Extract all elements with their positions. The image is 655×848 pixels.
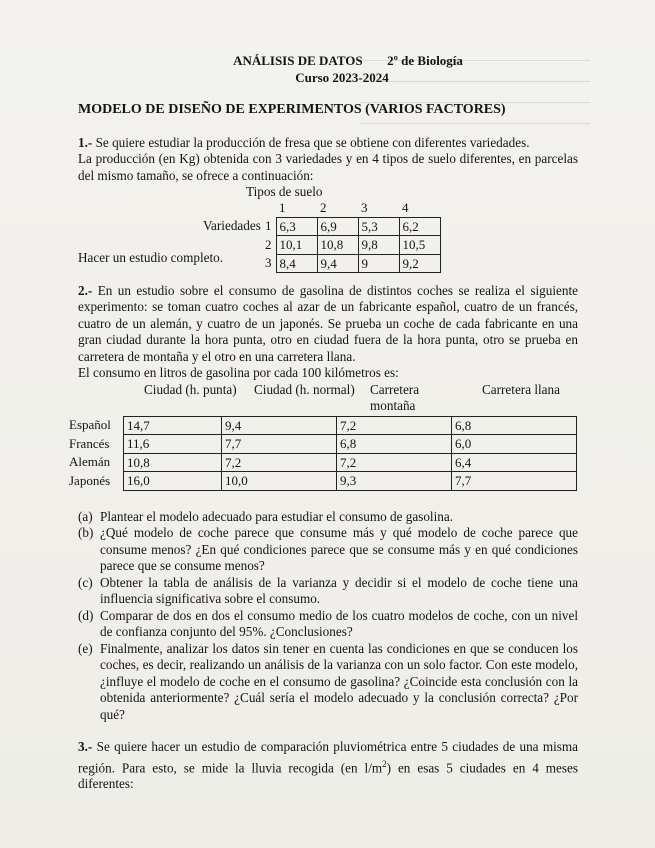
problem-3 bbox=[78, 739, 578, 793]
document-header bbox=[78, 52, 578, 86]
table-cell: 10,0 bbox=[222, 472, 337, 491]
table-cell: 6,2 bbox=[399, 217, 440, 236]
problem-2-statement bbox=[78, 283, 578, 366]
subject-title: ANÁLISIS DE DATOS bbox=[233, 53, 363, 68]
table-row bbox=[68, 453, 577, 472]
problem-2-text-1: En un estudio sobre el consumo de gasolina de distintos coches se realiza el siguiente experimento: se toman cuatro coches al azar de un fabricante español, cuatro de un francés, cuatro de un alemán, y cuatro de un japonés. Se prueba un coche de cada fabricante en una gran ciudad durante la hora punta, otro en ciudad fuera de la hora punta, otro se prueba en carretera de montaña y el otro en una carretera llana. bbox=[78, 282, 578, 364]
table-cell: 10,1 bbox=[276, 236, 317, 255]
table-row bbox=[264, 217, 440, 236]
problem-3-text-b: ) en esas 5 ciudades en 4 meses diferentes: bbox=[78, 759, 578, 792]
column-label: 4 bbox=[402, 200, 409, 215]
table-cell: 10,5 bbox=[399, 236, 440, 255]
table-cell: 9,4 bbox=[222, 416, 337, 435]
table-cell: 6,8 bbox=[337, 435, 452, 454]
problem-2-number: 2.- bbox=[78, 282, 93, 298]
table-cell: 6,0 bbox=[452, 435, 577, 454]
list-item bbox=[78, 608, 578, 641]
table-cell: 5,3 bbox=[358, 217, 399, 236]
fuel-consumption-table bbox=[68, 416, 577, 491]
document-body bbox=[69, 52, 579, 793]
table-cell: 8,4 bbox=[276, 254, 317, 273]
table-cell: 7,7 bbox=[222, 435, 337, 454]
problem-1-number: 1.- bbox=[78, 134, 93, 150]
table-row bbox=[68, 472, 577, 491]
row-label: Alemán bbox=[69, 454, 111, 469]
table-cell: 6,8 bbox=[452, 416, 577, 435]
column-label: 3 bbox=[361, 200, 368, 215]
column-label: 2 bbox=[320, 200, 327, 215]
problem-1-text-1: Se quiere estudiar la producción de fresa que se obtiene con diferentes variedades. bbox=[95, 134, 530, 150]
problem-2 bbox=[69, 282, 578, 724]
table-cell: 16,0 bbox=[124, 472, 222, 491]
column-header: Ciudad (h. punta) bbox=[144, 381, 237, 397]
row-label: 1 bbox=[265, 218, 272, 233]
table-cell: 7,7 bbox=[452, 472, 577, 491]
list-marker: (c) bbox=[78, 574, 93, 590]
list-marker: (b) bbox=[78, 525, 94, 540]
table-cell: 7,2 bbox=[222, 453, 337, 472]
list-item bbox=[78, 641, 578, 724]
table-2-column-headers bbox=[78, 382, 578, 416]
table-cell: 10,8 bbox=[124, 453, 222, 472]
row-label: 2 bbox=[265, 236, 272, 252]
column-header: Carretera llana bbox=[482, 381, 560, 397]
table-cell: 6,4 bbox=[452, 453, 577, 472]
list-text: Plantear el modelo adecuado para estudiar el consumo de gasolina. bbox=[100, 508, 454, 524]
problem-2-questions bbox=[78, 509, 578, 724]
problem-1 bbox=[78, 134, 578, 271]
list-item bbox=[78, 509, 578, 526]
table-1-title: Tipos de suelo bbox=[246, 184, 323, 199]
list-marker: (d) bbox=[78, 607, 94, 623]
table-row bbox=[68, 435, 577, 454]
table-cell: 10,8 bbox=[317, 236, 358, 255]
table-cell: 7,2 bbox=[337, 453, 452, 472]
row-label: 3 bbox=[265, 255, 272, 270]
table-cell: 9,8 bbox=[358, 236, 399, 255]
row-label: Japonés bbox=[69, 472, 111, 488]
soil-variety-table bbox=[264, 200, 441, 273]
column-label: 1 bbox=[279, 200, 286, 215]
problem-3-text-a: Se quiere hacer un estudio de comparación pluviométrica entre 5 ciudades de una misma región. Para esto, se mide la lluvia recogida (en l/m bbox=[78, 739, 579, 775]
table-cell: 14,7 bbox=[124, 416, 222, 435]
list-marker: (e) bbox=[78, 640, 93, 656]
table-cell: 6,3 bbox=[276, 217, 317, 236]
table-cell: 9,4 bbox=[317, 254, 358, 273]
table-cell: 6,9 bbox=[317, 217, 358, 236]
table-row bbox=[264, 254, 440, 273]
list-text: ¿Qué modelo de coche parece que consume más y qué modelo de coche parece que consume menos? ¿En qué condiciones parece que se consume más y en qué condiciones parece que se consume menos? bbox=[100, 525, 578, 573]
problem-1-statement bbox=[78, 135, 578, 152]
list-text: Comparar de dos en dos el consumo medio de los cuatro modelos de coche, con un nivel de confianza conjunto del 95%. ¿Conclusiones? bbox=[100, 607, 578, 639]
table-row bbox=[68, 416, 577, 435]
table-cell: 9,3 bbox=[337, 472, 452, 491]
column-header: Ciudad (h. normal) bbox=[254, 381, 355, 397]
table-row bbox=[264, 236, 440, 255]
table-cell: 7,2 bbox=[337, 416, 452, 435]
row-label: Español bbox=[69, 417, 111, 432]
table-1-row-header: Variedades bbox=[203, 218, 261, 233]
problem-3-number: 3.- bbox=[78, 739, 93, 754]
course-label: Curso 2023-2024 bbox=[295, 70, 389, 85]
table-1-header-row bbox=[264, 200, 440, 217]
list-item bbox=[78, 525, 578, 575]
list-text: Obtener la tabla de análisis de la varianza y decidir si el modelo de coche tiene una influencia significativa sobre el consumo. bbox=[100, 574, 578, 606]
column-header: Carretera montaña bbox=[370, 381, 420, 413]
section-title: MODELO DE DISEÑO DE EXPERIMENTOS (VARIOS FACTORES) bbox=[78, 102, 506, 117]
problem-2-text-2: El consumo en litros de gasolina por cada 100 kilómetros es: bbox=[78, 365, 399, 380]
table-cell: 9 bbox=[358, 254, 399, 273]
problem-1-closing: Hacer un estudio completo. bbox=[78, 250, 224, 265]
list-marker: (a) bbox=[78, 508, 93, 524]
row-label: Francés bbox=[69, 435, 110, 451]
grade-label: 2º de Biología bbox=[387, 53, 463, 68]
superscript: 2 bbox=[382, 758, 387, 769]
problem-3-statement bbox=[78, 739, 578, 793]
table-cell: 11,6 bbox=[124, 435, 222, 454]
table-cell: 9,2 bbox=[399, 254, 440, 273]
list-item bbox=[78, 575, 578, 608]
list-text: Finalmente, analizar los datos sin tener en cuenta las condiciones en que se conducen los coches, es decir, realizando un análisis de la varianza con un solo factor. Con este modelo, ¿influye el modelo de coche en el consumo de gasolina? ¿Coincide esta conclusión con la obtenida anteriormente? ¿Cuál sería el modelo adecuado y la conclusión correcta? ¿Por qué? bbox=[100, 640, 578, 722]
problem-1-text-2: La producción (en Kg) obtenida con 3 variedades y en 4 tipos de suelo diferentes, en parcelas del mismo tamaño, se ofrece a continuación: bbox=[78, 151, 578, 183]
